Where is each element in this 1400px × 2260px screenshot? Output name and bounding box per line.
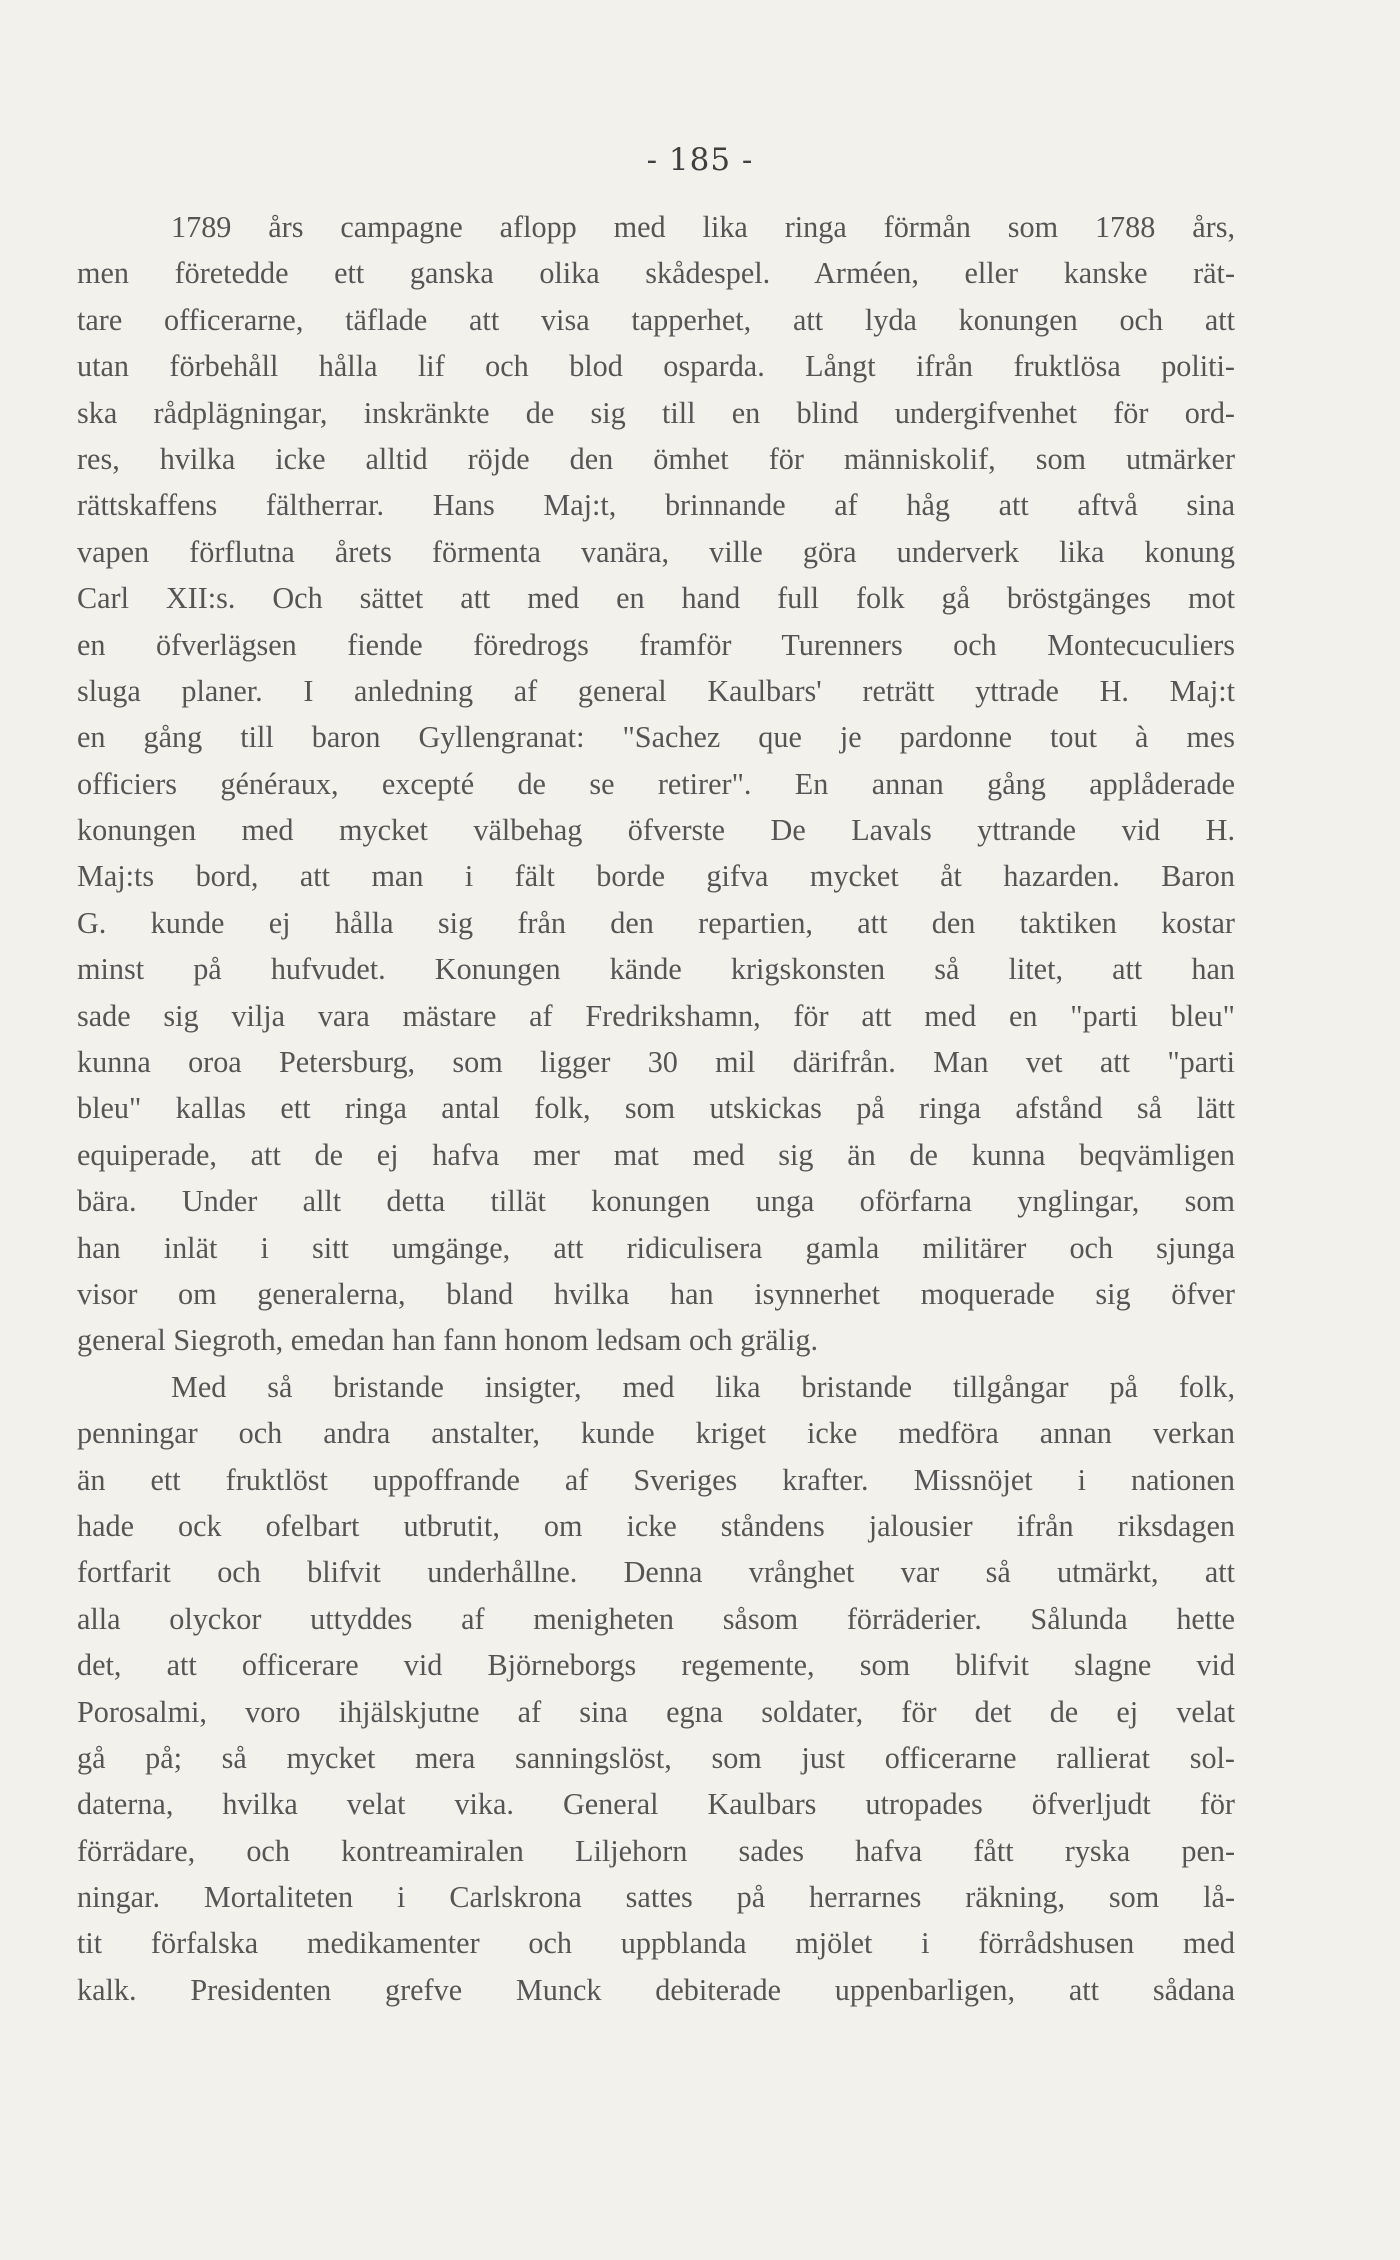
text-line: visor om generalerna, bland hvilka han isynnerhet moquerade sig öfver: [77, 1276, 1235, 1311]
text-line: det, att officerare vid Björneborgs regemente, som blifvit slagne vid: [77, 1648, 1235, 1683]
text-line: penningar och andra anstalter, kunde kriget icke medföra annan verkan: [77, 1416, 1235, 1451]
text-line: en gång till baron Gyllengranat: "Sachez que je pardonne tout à mes: [77, 720, 1235, 755]
text-line: än ett fruktlöst uppoffrande af Sveriges krafter. Missnöjet i nationen: [77, 1462, 1235, 1497]
text-line: sade sig vilja vara mästare af Fredrikshamn, för att med en "parti bleu": [77, 998, 1235, 1033]
text-line: kunna oroa Petersburg, som ligger 30 mil därifrån. Man vet att "parti: [77, 1045, 1235, 1080]
text-line: officiers généraux, excepté de se retirer". En annan gång applåderade: [77, 766, 1235, 801]
text-line: utan förbehåll hålla lif och blod osparda. Långt ifrån fruktlösa politi-: [77, 349, 1235, 384]
text-line: 1789 års campagne aflopp med lika ringa förmån som 1788 års,: [171, 210, 1235, 244]
text-line: en öfverlägsen fiende föredrogs framför Turenners och Montecuculiers: [77, 627, 1235, 662]
text-line: tare officerarne, täflade att visa tapperhet, att lyda konungen och att: [77, 302, 1235, 337]
text-line: men företedde ett ganska olika skådespel. Arméen, eller kanske rät-: [77, 256, 1235, 291]
text-line: vapen förflutna årets förmenta vanära, ville göra underverk lika konung: [77, 534, 1235, 569]
text-line: res, hvilka icke alltid röjde den ömhet för människolif, som utmärker: [77, 441, 1235, 476]
text-line: ningar. Mortaliteten i Carlskrona sattes på herrarnes räkning, som lå-: [77, 1880, 1235, 1915]
text-line: general Siegroth, emedan han fann honom ledsam och grälig.: [77, 1323, 819, 1358]
text-line: ska rådplägningar, inskränkte de sig till en blind undergifvenhet för ord-: [77, 395, 1235, 430]
text-line: fortfarit och blifvit underhållne. Denna vrånghet var så utmärkt, att: [77, 1555, 1235, 1590]
page-number: - 185 -: [646, 142, 754, 178]
text-line: gå på; så mycket mera sanningslöst, som just officerarne rallierat sol-: [77, 1740, 1235, 1775]
text-line: Porosalmi, voro ihjälskjutne af sina egna soldater, för det de ej velat: [77, 1694, 1235, 1729]
text-line: Med så bristande insigter, med lika bristande tillgångar på folk,: [171, 1369, 1235, 1404]
text-line: Carl XII:s. Och sättet att med en hand full folk gå bröstgänges mot: [77, 581, 1235, 616]
text-line: rättskaffens fältherrar. Hans Maj:t, brinnande af håg att aftvå sina: [77, 488, 1235, 523]
text-line: hade ock ofelbart utbrutit, om icke ståndens jalousier ifrån riksdagen: [77, 1508, 1235, 1543]
text-line: han inlät i sitt umgänge, att ridiculisera gamla militärer och sjunga: [77, 1230, 1235, 1265]
text-line: Maj:ts bord, att man i fält borde gifva mycket åt hazarden. Baron: [77, 859, 1235, 894]
text-line: daterna, hvilka velat vika. General Kaulbars utropades öfverljudt för: [77, 1787, 1235, 1822]
paragraph: [77, 204, 1235, 1364]
text-line: minst på hufvudet. Konungen kände krigskonsten så litet, att han: [77, 952, 1235, 987]
text-line: konungen med mycket välbehag öfverste De Lavals yttrande vid H.: [77, 813, 1235, 848]
text-line: bära. Under allt detta tillät konungen unga oförfarna ynglingar, som: [77, 1184, 1235, 1219]
body-text: [77, 204, 1235, 2013]
text-line: sluga planer. I anledning af general Kaulbars' reträtt yttrade H. Maj:t: [77, 673, 1235, 708]
paragraph: [77, 1364, 1235, 2013]
text-line: equiperade, att de ej hafva mer mat med sig än de kunna beqvämligen: [77, 1137, 1235, 1172]
text-line: G. kunde ej hålla sig från den repartien, att den taktiken kostar: [77, 905, 1235, 940]
text-line: alla olyckor uttyddes af menigheten såsom förräderier. Sålunda hette: [77, 1601, 1235, 1636]
text-line: bleu" kallas ett ringa antal folk, som utskickas på ringa afstånd så lätt: [77, 1091, 1235, 1126]
text-line: förrädare, och kontreamiralen Liljehorn sades hafva fått ryska pen-: [77, 1833, 1235, 1868]
text-line: kalk. Presidenten grefve Munck debiterade uppenbarligen, att sådana: [77, 1972, 1235, 2007]
text-line: tit förfalska medikamenter och uppblanda mjölet i förrådshusen med: [77, 1926, 1235, 1961]
